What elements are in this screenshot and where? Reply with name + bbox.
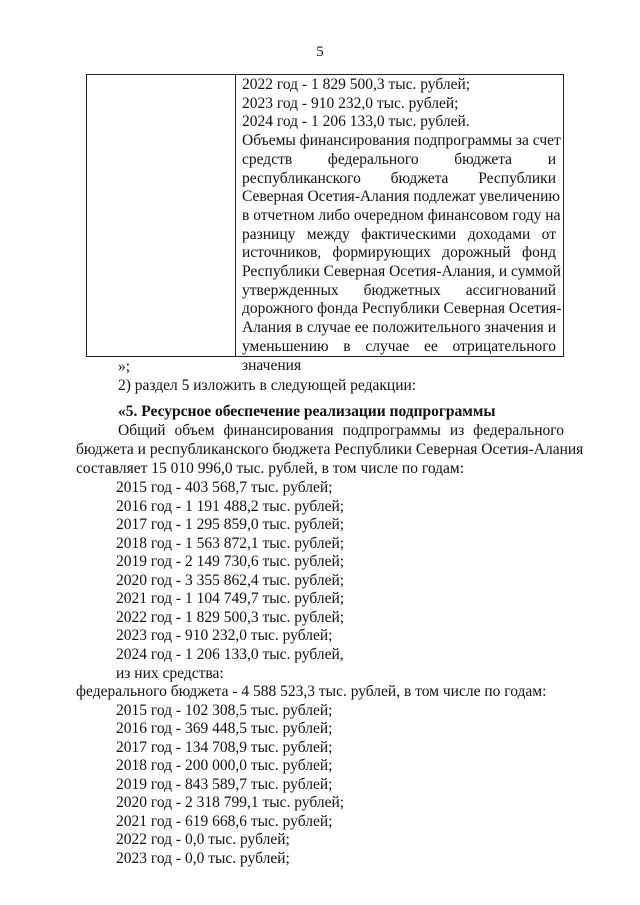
section-heading: «5. Ресурсное обеспечение реализации подпрограммы <box>118 403 496 420</box>
federal-year-line: 2020 год - 2 318 799,1 тыс. рублей; <box>116 794 345 811</box>
federal-year-line: 2023 год - 0,0 тыс. рублей; <box>116 850 290 867</box>
table-line: значения <box>242 356 302 374</box>
table-line: дорожного фонда Республики Северная Осетия- <box>242 300 562 318</box>
table-line: разницу между фактическими доходами от <box>242 225 556 243</box>
year-line: 2017 год - 1 295 859,0 тыс. рублей; <box>116 516 345 533</box>
federal-budget-line: федерального бюджета - 4 588 523,3 тыс. рублей, в том числе по годам: <box>76 683 547 700</box>
closing-quote: »; <box>118 358 131 375</box>
year-line: 2020 год - 3 355 862,4 тыс. рублей; <box>116 572 345 589</box>
table-line: в отчетном либо очередном финансовом году на <box>242 206 561 224</box>
year-line: 2021 год - 1 104 749,7 тыс. рублей; <box>116 590 345 607</box>
table-line: 2023 год - 910 232,0 тыс. рублей; <box>242 94 459 112</box>
paragraph-line: бюджета и республиканского бюджета Республики Северная Осетия-Алания <box>76 441 584 458</box>
federal-year-line: 2018 год - 200 000,0 тыс. рублей; <box>116 757 333 774</box>
federal-year-line: 2015 год - 102 308,5 тыс. рублей; <box>116 702 333 719</box>
table-line: источников, формирующих дорожный фонд <box>242 244 556 262</box>
financing-table <box>86 74 564 374</box>
federal-year-line: 2016 год - 369 448,5 тыс. рублей; <box>116 720 333 737</box>
table-line: 2024 год - 1 206 133,0 тыс. рублей. <box>242 113 470 131</box>
table-column-divider <box>235 75 236 356</box>
year-line: 2023 год - 910 232,0 тыс. рублей; <box>116 627 333 644</box>
table-line: республиканского бюджета Республики <box>242 169 556 187</box>
federal-year-line: 2021 год - 619 668,6 тыс. рублей; <box>116 813 333 830</box>
table-cell-financing <box>242 76 562 375</box>
table-line: Объемы финансирования подпрограммы за счет <box>242 132 561 150</box>
year-line: 2018 год - 1 563 872,1 тыс. рублей; <box>116 535 345 552</box>
table-line: утвержденных бюджетных ассигнований <box>242 281 556 299</box>
year-line: 2019 год - 2 149 730,6 тыс. рублей; <box>116 553 345 570</box>
table-line: средств федерального бюджета и <box>242 150 556 168</box>
paragraph-line: Общий объем финансирования подпрограммы из федерального <box>118 422 564 439</box>
year-line: 2024 год - 1 206 133,0 тыс. рублей, <box>116 646 344 663</box>
federal-year-line: 2022 год - 0,0 тыс. рублей; <box>116 831 290 848</box>
table-line: уменьшению в случае ее отрицательного <box>242 337 556 355</box>
page-number: 5 <box>316 44 324 60</box>
amendment-item-2: 2) раздел 5 изложить в следующей редакции: <box>118 377 417 394</box>
year-line: 2015 год - 403 568,7 тыс. рублей; <box>116 479 333 496</box>
federal-year-line: 2017 год - 134 708,9 тыс. рублей; <box>116 739 333 756</box>
federal-year-line: 2019 год - 843 589,7 тыс. рублей; <box>116 776 333 793</box>
table-line: Республики Северная Осетия-Алания, и суммой <box>242 263 561 281</box>
paragraph-line: составляет 15 010 996,0 тыс. рублей, в том числе по годам: <box>76 460 464 477</box>
table-line: Алания в случае ее положительного значения и <box>242 319 556 337</box>
table-line: 2022 год - 1 829 500,3 тыс. рублей; <box>242 76 471 93</box>
year-line: 2022 год - 1 829 500,3 тыс. рублей; <box>116 609 345 626</box>
of-which-label: из них средства: <box>116 665 224 682</box>
table-line: Северная Осетия-Алания подлежат увеличению <box>242 188 561 206</box>
year-line: 2016 год - 1 191 488,2 тыс. рублей; <box>116 498 345 515</box>
